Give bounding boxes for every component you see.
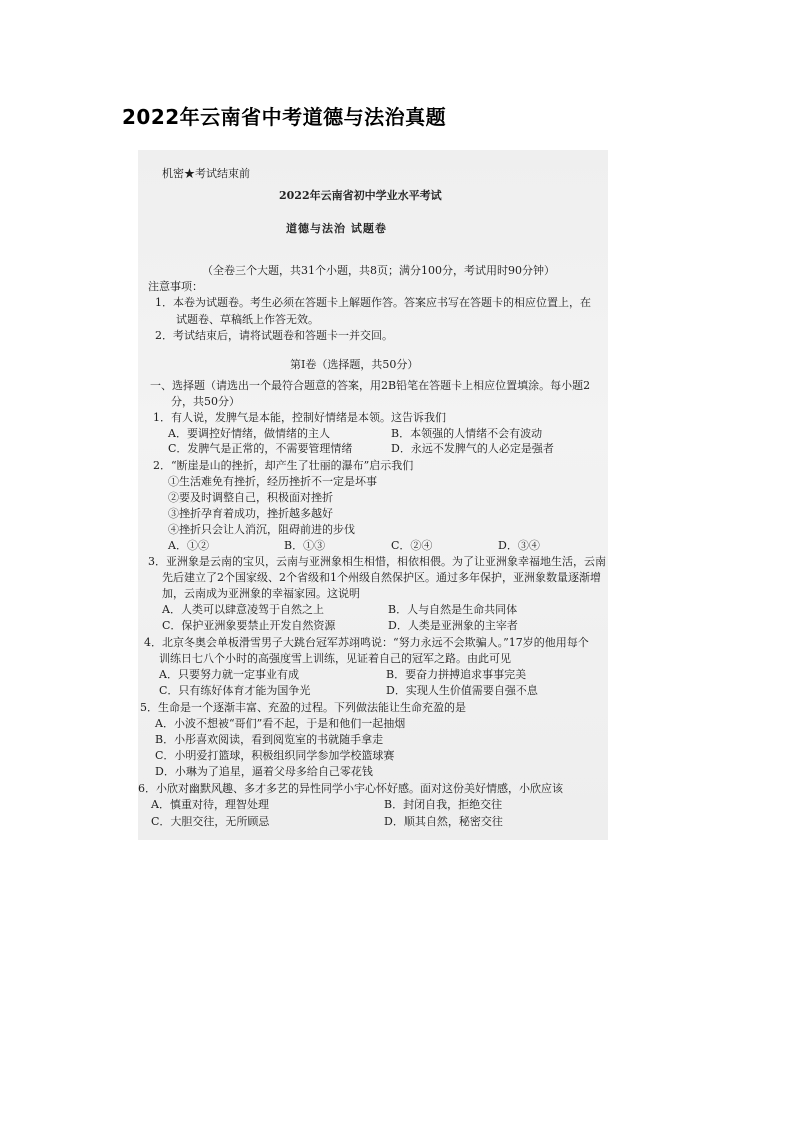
question-5-option-b: B．小彤喜欢阅读，看到阅览室的书就随手拿走 bbox=[155, 733, 384, 746]
question-3-option-b: B．人与自然是生命共同体 bbox=[388, 603, 518, 616]
question-3-option-d: D．人类是亚洲象的主宰者 bbox=[388, 619, 518, 632]
question-5-option-c: C．小明爱打篮球，积极组织同学参加学校篮球赛 bbox=[155, 749, 395, 762]
scanned-exam-page bbox=[138, 150, 608, 840]
question-2-statement-2: ②要及时调整自己，积极面对挫折 bbox=[168, 491, 333, 504]
question-4-option-c: C．只有练好体育才能为国争光 bbox=[159, 684, 311, 697]
question-5-stem: 5．生命是一个逐渐丰富、充盈的过程。下列做法能让生命充盈的是 bbox=[140, 701, 466, 714]
note-item-1: 1．本卷为试题卷。考生必须在答题卡上解题作答。答案应书写在答题卡的相应位置上，在 bbox=[155, 296, 591, 309]
question-2-option-b: B．①③ bbox=[284, 539, 326, 552]
question-6-option-c: C．大胆交往，无所顾忌 bbox=[151, 815, 270, 828]
question-1-option-d: D．永远不发脾气的人必定是强者 bbox=[391, 442, 554, 455]
question-2-statement-3: ③挫折孕育着成功，挫折越多越好 bbox=[168, 507, 333, 520]
question-5-option-d: D．小琳为了追星，逼着父母多给自己零花钱 bbox=[155, 765, 373, 778]
question-4-option-a: A．只要努力就一定事业有成 bbox=[159, 668, 299, 681]
question-6-stem: 6．小欣对幽默风趣、多才多艺的异性同学小宇心怀好感。面对这份美好情感，小欣应该 bbox=[138, 782, 563, 795]
confidential-mark: 机密★考试结束前 bbox=[162, 167, 250, 180]
question-2-option-c: C．②④ bbox=[391, 539, 433, 552]
question-4-option-b: B．要奋力拼搏追求事事完美 bbox=[386, 668, 527, 681]
question-5-option-a: A．小波不想被“哥们”看不起，于是和他们一起抽烟 bbox=[155, 717, 406, 730]
question-1-stem: 1．有人说，发脾气是本能，控制好情绪是本领。这告诉我们 bbox=[153, 411, 446, 424]
question-2-statement-4: ④挫折只会让人消沉，阻碍前进的步伐 bbox=[168, 523, 355, 536]
question-4-stem-cont: 训练日七八个小时的高强度雪上训练，见证着自己的冠军之路。由此可见 bbox=[159, 652, 511, 665]
exam-name: 2022年云南省初中学业水平考试 bbox=[279, 189, 442, 202]
question-3-stem-cont-1: 先后建立了2个国家级、2个省级和1个州级自然保护区。通过多年保护，亚洲象数量逐渐增 bbox=[162, 571, 601, 584]
question-1-option-c: C．发脾气是正常的，不需要管理情绪 bbox=[168, 442, 353, 455]
question-3-option-c: C．保护亚洲象要禁止开发自然资源 bbox=[162, 619, 336, 632]
question-1-option-a: A．要调控好情绪，做情绪的主人 bbox=[168, 427, 330, 440]
question-3-stem-cont-2: 加，云南成为亚洲象的幸福家园。这说明 bbox=[162, 587, 360, 600]
question-4-option-d: D．实现人生价值需要自强不息 bbox=[386, 684, 538, 697]
paper-info: （全卷三个大题，共31个小题，共8页；满分100分，考试用时90分钟） bbox=[202, 264, 555, 277]
part1-heading: 第Ⅰ卷（选择题，共50分） bbox=[290, 358, 419, 371]
question-6-option-b: B．封闭自我，拒绝交往 bbox=[384, 798, 503, 811]
question-2-statement-1: ①生活难免有挫折，经历挫折不一定是坏事 bbox=[168, 475, 377, 488]
document-title: 2022年云南省中考道德与法治真题 bbox=[122, 105, 447, 129]
question-2-option-a: A．①② bbox=[168, 539, 209, 552]
question-3-option-a: A．人类可以肆意凌驾于自然之上 bbox=[162, 603, 324, 616]
notes-heading: 注意事项： bbox=[148, 280, 203, 293]
note-item-1-cont: 试题卷、草稿纸上作答无效。 bbox=[176, 313, 319, 326]
question-4-stem: 4．北京冬奥会单板滑雪男子大跳台冠军苏翊鸣说：“努力永远不会欺骗人。”17岁的他用每个 bbox=[144, 636, 589, 649]
note-item-2: 2．考试结束后，请将试题卷和答题卡一并交回。 bbox=[155, 329, 393, 342]
question-6-option-a: A．慎重对待，理智处理 bbox=[151, 798, 269, 811]
paper-title: 道德与法治 试题卷 bbox=[286, 222, 387, 235]
part1-instruction: 一、选择题（请选出一个最符合题意的答案，用2B铅笔在答题卡上相应位置填涂。每小题2 bbox=[150, 379, 591, 392]
question-1-option-b: B．本领强的人情绪不会有波动 bbox=[391, 427, 543, 440]
question-6-option-d: D．顺其自然，秘密交往 bbox=[384, 815, 503, 828]
question-3-stem: 3．亚洲象是云南的宝贝，云南与亚洲象相生相惜，相依相偎。为了让亚洲象幸福地生活，云南 bbox=[148, 555, 606, 568]
question-2-option-d: D．③④ bbox=[498, 539, 540, 552]
question-2-stem: 2．“断崖是山的挫折，却产生了壮丽的瀑布”启示我们 bbox=[153, 459, 414, 472]
part1-instruction-cont: 分，共50分） bbox=[171, 395, 240, 408]
